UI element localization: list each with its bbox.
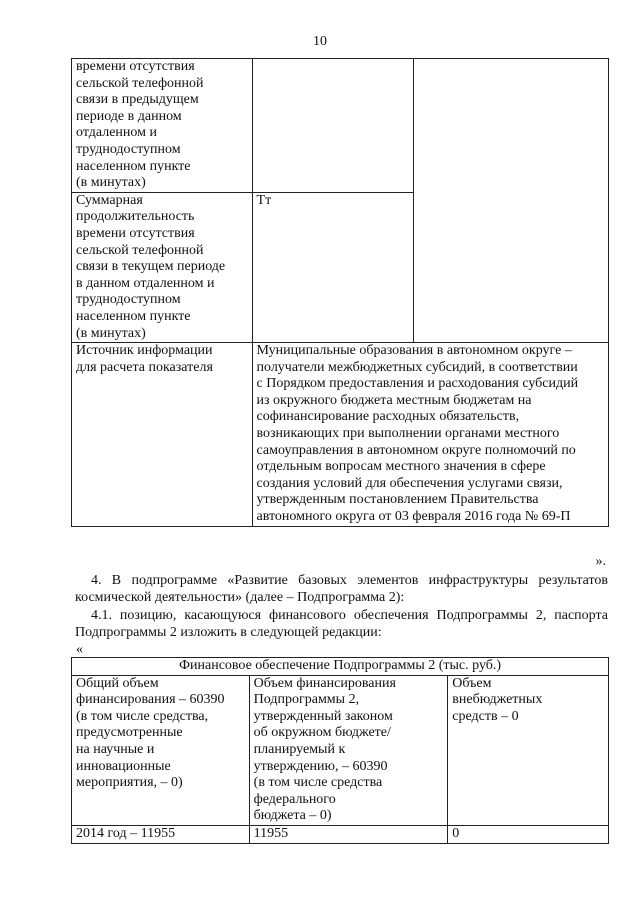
cell-line: Общий объем <box>76 675 159 691</box>
cell-line: времени отсутствия <box>76 59 195 74</box>
table-cell <box>252 343 608 527</box>
cell-line: средств – 0 <box>452 708 519 724</box>
cell-line: из окружного бюджета местным бюджетам на <box>256 392 532 408</box>
cell-line: автономного округа от 03 февраля 2016 года № 69-П <box>256 509 571 525</box>
paragraph-4: 4. В подпрограмме «Развитие базовых элементов инфраструктуры результатов космической деятельности» (далее – Подпрограмма 2): <box>75 573 608 605</box>
table-row <box>72 343 609 527</box>
cell-line: времени отсутствия <box>76 225 195 241</box>
table-row <box>72 59 609 193</box>
table-cell <box>72 343 253 527</box>
symbol-tt: Тт <box>256 192 272 208</box>
cell-line: труднодоступном <box>76 141 181 157</box>
cell-line: софинансирование расходных обязательств, <box>256 409 520 425</box>
cell-line: сельской телефонной <box>76 242 204 258</box>
cell-line: продолжительность <box>76 209 195 225</box>
cell-line: отдаленном и <box>76 125 157 141</box>
cell-line: связи в предыдущем <box>76 92 199 108</box>
cell-line: Подпрограммы 2, <box>253 692 360 708</box>
cell-line: в данном отдаленном и <box>76 275 215 291</box>
cell-line: (в том числе средства, <box>76 708 209 724</box>
cell-line: получатели межбюджетных субсидий, в соответствии <box>256 359 578 375</box>
cell-line: утверждению, – 60390 <box>253 758 388 774</box>
cell-line: отдельным вопросам местного значения в сфере <box>256 459 546 475</box>
cell-line: Источник информации <box>76 343 213 359</box>
cell-line: планируемый к <box>253 741 346 757</box>
cell-line: Объем <box>452 675 492 691</box>
cell-line: предусмотренные <box>76 725 183 741</box>
cell-line: создания условий для обеспечения услугами связи, <box>256 475 563 491</box>
cell-line: самоуправления в автономном округе полномочий по <box>256 442 576 458</box>
table-cell: 2014 год – 11955 <box>72 825 250 843</box>
cell-line: (в минутах) <box>76 175 146 191</box>
cell-line: Объем финансирования <box>253 675 396 691</box>
cell-line: связи в текущем периоде <box>76 259 226 275</box>
table-cell <box>413 59 608 343</box>
table-row <box>72 658 609 676</box>
cell-line: Суммарная <box>76 192 143 208</box>
table-cell <box>72 59 253 193</box>
table-cell: 11955 <box>249 825 448 843</box>
cell-line: бюджета – 0) <box>253 808 332 824</box>
cell-line: финансирования – 60390 <box>76 692 225 708</box>
cell-line: для расчета показателя <box>76 359 213 375</box>
cell-line: инновационные <box>76 758 171 774</box>
table-cell: 0 <box>448 825 609 843</box>
table-row <box>72 675 609 825</box>
cell-line: возникающих при выполнении органами местного <box>256 426 560 442</box>
table-header: Финансовое обеспечение Подпрограммы 2 (тыс. руб.) <box>72 658 609 676</box>
cell-line: об окружном бюджете/ <box>253 725 391 741</box>
cell-line: на научные и <box>76 741 155 757</box>
table-cell <box>72 675 250 825</box>
cell-line: (в минутах) <box>76 325 146 341</box>
cell-line: утвержденным постановлением Правительства <box>256 492 539 508</box>
financing-table <box>71 657 609 844</box>
cell-line: сельской телефонной <box>76 75 204 91</box>
cell-line: утвержденный законом <box>253 708 393 724</box>
opening-quote: « <box>76 642 83 657</box>
cell-line: внебюджетных <box>452 692 543 708</box>
page-number: 10 <box>313 34 327 49</box>
cell-line: федерального <box>253 791 336 807</box>
cell-line: периоде в данном <box>76 108 182 124</box>
cell-line: населенном пункте <box>76 308 191 324</box>
closing-quote: ». <box>595 554 606 569</box>
table-cell <box>72 192 253 342</box>
cell-line: (в том числе средства <box>253 775 383 791</box>
table-cell <box>249 675 448 825</box>
table-cell <box>448 675 609 825</box>
table-cell <box>252 192 413 342</box>
cell-line: с Порядком предоставления и расходования субсидий <box>256 376 579 392</box>
cell-line: населенном пункте <box>76 158 191 174</box>
indicator-table <box>71 58 609 527</box>
cell-line: труднодоступном <box>76 292 181 308</box>
table-cell <box>252 59 413 193</box>
table-row <box>72 825 609 843</box>
cell-line: Муниципальные образования в автономном округе – <box>256 343 572 359</box>
cell-line: мероприятия, – 0) <box>76 775 183 791</box>
paragraph-4-1: 4.1. позицию, касающуюся финансового обеспечения Подпрограммы 2, паспорта Подпрограммы 2 изложить в следующей редакции: <box>75 608 608 640</box>
